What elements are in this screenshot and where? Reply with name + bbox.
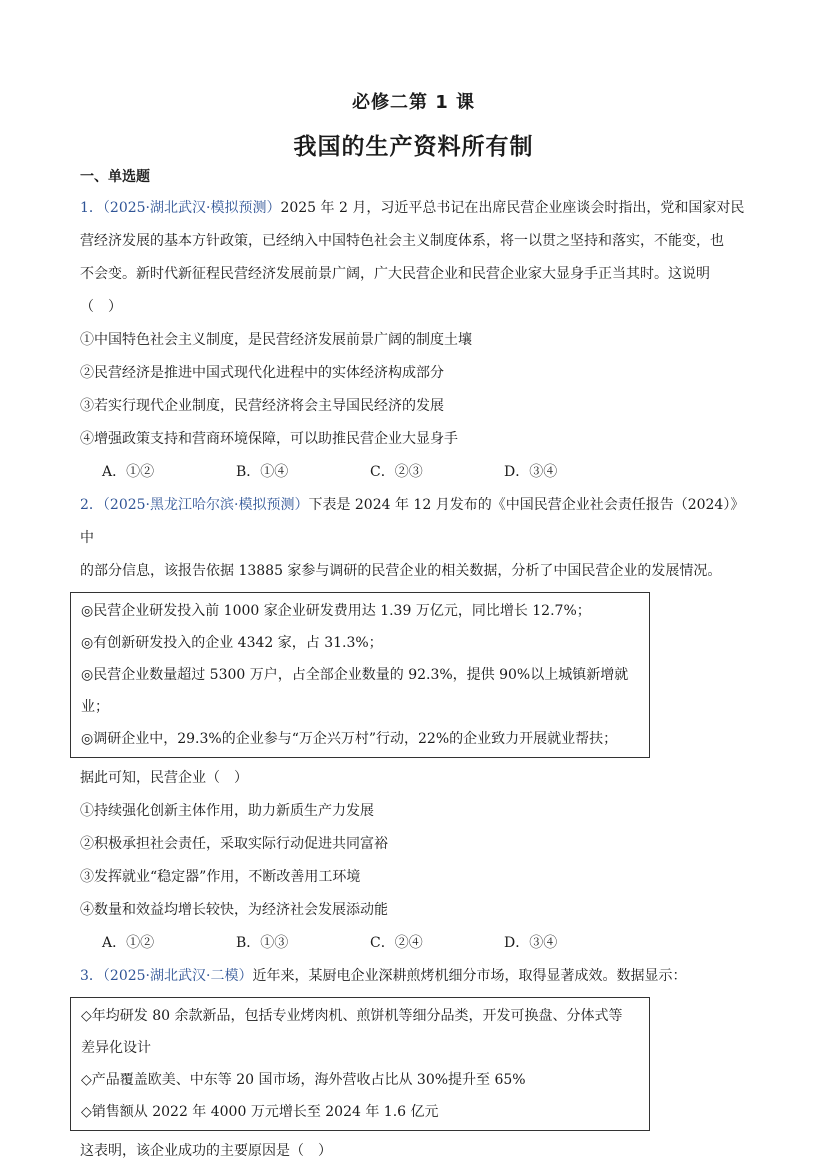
question-source: （2025·湖北武汉·二模） <box>102 968 253 984</box>
section-heading: 一、单选题 <box>80 169 150 185</box>
statement: ③若实行现代企业制度，民营经济将会主导国民经济的发展 <box>80 398 444 414</box>
answer-choices <box>80 927 752 960</box>
question-stem-text: 近年来，某厨电企业深耕煎烤机细分市场，取得显著成效。数据显示： <box>252 968 687 984</box>
question-source: （2025·湖北武汉·模拟预测） <box>102 200 281 216</box>
question-stem-line <box>80 960 752 993</box>
question-number: 2． <box>80 497 103 513</box>
data-box-line: ◎民营企业数量超过 5300 万户，占全部企业数量的 92.3%，提供 90%以上城镇新增就业； <box>81 667 629 715</box>
statement: ②积极承担社会责任，采取实际行动促进共同富裕 <box>80 836 388 852</box>
data-box <box>70 997 650 1131</box>
question-prompt: 这表明，该企业成功的主要原因是（ ） <box>80 1143 332 1159</box>
question-2 <box>80 489 752 960</box>
data-box-line: ◎民营企业研发投入前 1000 家企业研发费用达 1.39 万亿元，同比增长 12.7%； <box>81 603 591 619</box>
question-source: （2025·黑龙江哈尔滨·模拟预测） <box>102 497 309 513</box>
data-box-line: ◇销售额从 2022 年 4000 万元增长至 2024 年 1.6 亿元 <box>81 1104 439 1120</box>
statement: ①持续强化创新主体作用，助力新质生产力发展 <box>80 803 374 819</box>
choice-a[interactable]: A．①② <box>102 464 155 480</box>
question-prompt: 据此可知，民营企业（ ） <box>80 770 248 786</box>
choice-b[interactable]: B．①④ <box>236 464 289 480</box>
question-stem-line: 的部分信息，该报告依据 13885 家参与调研的民营企业的相关数据，分析了中国民营企业的发展情况。 <box>80 563 722 579</box>
data-box-line: ◎调研企业中，29.3%的企业参与“万企兴万村”行动，22%的企业致力开展就业帮扶； <box>81 731 618 747</box>
question-stem-line: 不会变。新时代新征程民营经济发展前景广阔，广大民营企业和民营企业家大显身手正当其时。这说明 <box>80 266 710 282</box>
statement: ③发挥就业“稳定器”作用，不断改善用工环境 <box>80 869 361 885</box>
data-box-line: 差异化设计 <box>81 1040 151 1056</box>
question-number: 1． <box>80 200 103 216</box>
data-box <box>70 592 650 758</box>
statement: ②民营经济是推进中国式现代化进程中的实体经济构成部分 <box>80 365 444 381</box>
question-3 <box>80 960 752 1168</box>
data-box-line: ◇年均研发 80 余款新品，包括专业烤肉机、煎饼机等细分品类，开发可换盘、分体式等 <box>81 1008 623 1024</box>
choice-a[interactable]: A．①② <box>102 935 155 951</box>
question-number: 3． <box>80 968 103 984</box>
choice-b[interactable]: B．①③ <box>236 935 289 951</box>
question-stem-text: 下表是 2024 年 12 月发布的《中国民营企业社会责任报告（2024）》中 <box>80 497 745 546</box>
question-stem-line: （ ） <box>80 299 122 315</box>
lesson-subtitle: 我国的生产资料所有制 <box>293 134 534 160</box>
choice-c[interactable]: C．②④ <box>370 935 423 951</box>
choice-c[interactable]: C．②③ <box>370 464 423 480</box>
statement: ④增强政策支持和营商环境保障，可以助推民营企业大显身手 <box>80 431 458 447</box>
choice-d[interactable]: D．③④ <box>504 935 558 951</box>
data-box-line: ◎有创新研发投入的企业 4342 家，占 31.3%； <box>81 635 383 651</box>
statement: ④数量和效益均增长较快，为经济社会发展添动能 <box>80 902 388 918</box>
statement: ①中国特色社会主义制度，是民营经济发展前景广阔的制度土壤 <box>80 332 472 348</box>
choice-d[interactable]: D．③④ <box>504 464 558 480</box>
question-stem-line: 营经济发展的基本方针政策，已经纳入中国特色社会主义制度体系，将一以贯之坚持和落实，不能变，也 <box>80 233 724 249</box>
data-box-line: ◇产品覆盖欧美、中东等 20 国市场，海外营收占比从 30%提升至 65% <box>81 1072 526 1088</box>
question-stem-line <box>80 489 752 555</box>
question-stem-line <box>80 192 752 225</box>
question-stem-text: 2025 年 2 月，习近平总书记在出席民营企业座谈会时指出，党和国家对民 <box>280 200 745 216</box>
answer-choices <box>80 456 752 489</box>
question-list <box>80 192 752 1168</box>
lesson-title: 必修二第 1 课 <box>351 92 476 113</box>
question-1 <box>80 192 752 489</box>
